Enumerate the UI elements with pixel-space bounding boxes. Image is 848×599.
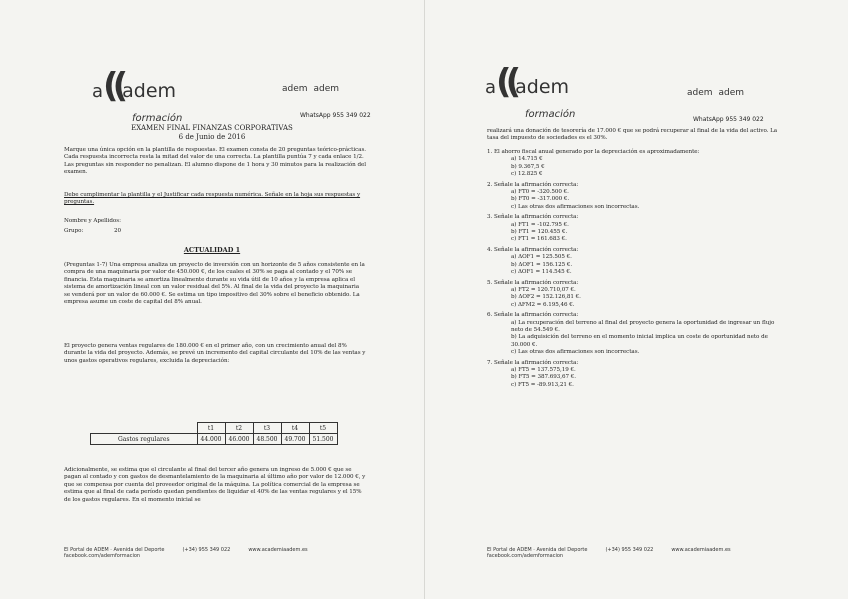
answer-option: c) Las otras dos afirmaciones son incorrectas. bbox=[511, 349, 640, 356]
answer-option: b) 9.367,5 € bbox=[511, 163, 545, 170]
footer-phone: (+34) 955 349 022 bbox=[182, 547, 231, 553]
answer-option: b) ΔOF2 = 152.126,81 €. bbox=[511, 294, 581, 301]
table-cell: 51.500 bbox=[309, 434, 337, 445]
answer-option: b) La adquisición del terreno en el momento inicial implica un coste de oportunidad neto de 30.000 €. bbox=[511, 334, 768, 348]
answer-option: a) FT2 = 120.710,07 €. bbox=[511, 286, 576, 293]
answer-option: b) FT0 = -317.000 €. bbox=[511, 196, 570, 203]
answer-option: c) FT5 = -89.913,21 €. bbox=[511, 381, 574, 388]
question: 6. Señale la afirmación correcta: a) La recuperación del terreno al final del proyecto genera la oportunidad de ingresar un flujo neto de 54.549 €. b) La adquisición del terreno en el momento inicial implica un coste de oportunidad neto de 30.000 €. c) Las otras dos afirmaciones son incorrectas. bbox=[487, 312, 787, 356]
small-logos-right bbox=[687, 88, 750, 98]
answer-option: c) Las otras dos afirmaciones son incorrectas. bbox=[511, 203, 640, 210]
footer-social: facebook.com/ademformacion bbox=[487, 553, 564, 559]
table-row bbox=[91, 434, 338, 445]
answer-option: c) 12.825 € bbox=[511, 171, 543, 178]
answer-option: c) ΔOF1 = 114.545 €. bbox=[511, 269, 572, 276]
question: 3. Señale la afirmación correcta: a) FT1 = -102.795 €. b) FT1 = 120.455 €. c) FT1 = 161.683 €. bbox=[487, 214, 787, 244]
adem-logo-right bbox=[485, 62, 575, 121]
question-list bbox=[487, 146, 787, 389]
answer-option: a) 14.715 € bbox=[511, 156, 543, 163]
footer-right bbox=[487, 547, 807, 559]
table-header-cell: t5 bbox=[309, 423, 337, 434]
question: 4. Señale la afirmación correcta: a) ΔOF1 = 125.505 €. b) ΔOF1 = 156.125 €. c) ΔOF1 = 114.545 €. bbox=[487, 247, 787, 277]
body-right-intro: realizará una donación de tesorería de 17.000 € que se podrá recuperar al final de la vida del activo. La tasa del impuesto de sociedades es el 30%. bbox=[487, 128, 778, 142]
adem-logo bbox=[92, 66, 182, 125]
whatsapp-left: WhatsApp 955 349 022 bbox=[300, 112, 371, 119]
small-logos bbox=[282, 84, 345, 94]
question: 1. El ahorro fiscal anual generado por la depreciación es aproximadamente: a) 14.715 € b) 9.367,5 € c) 12.825 € bbox=[487, 149, 787, 179]
small-logo-2: adem bbox=[313, 84, 340, 94]
logo-name: adem bbox=[515, 76, 570, 98]
whatsapp-right: WhatsApp 955 349 022 bbox=[693, 116, 764, 123]
footer-address: El Portal de ADEM · Avenida del Deporte bbox=[64, 547, 165, 553]
section-title: ACTUALIDAD 1 bbox=[183, 246, 241, 254]
footer-web: www.academiaadem.es bbox=[671, 547, 731, 553]
answer-option: a) ΔOF1 = 125.505 €. bbox=[511, 254, 572, 261]
exam-date: 6 de Junio de 2016 bbox=[178, 133, 246, 141]
table-cell: 48.500 bbox=[253, 434, 281, 445]
exam-title: EXAMEN FINAL FINANZAS CORPORATIVAS bbox=[131, 124, 293, 132]
table-row-label: Gastos regulares bbox=[91, 434, 198, 445]
logo-sub: formación bbox=[132, 113, 183, 124]
gastos-table bbox=[90, 422, 338, 445]
answer-option: a) FT5 = 137.575,19 €. bbox=[511, 366, 576, 373]
table-cell: 46.000 bbox=[225, 434, 253, 445]
answer-option: b) ΔOF1 = 156.125 €. bbox=[511, 261, 573, 268]
body-2: El proyecto genera ventas regulares de 180.000 € en el primer año, con un crecimiento anual del 8% durante la vida del proyecto. Además, se prevé un incremento del capital circulante del 10% de las ventas y unos gastos operativos regulares, excluida la depreciación: bbox=[64, 343, 366, 364]
footer-address: El Portal de ADEM · Avenida del Deporte bbox=[487, 547, 588, 553]
answer-option: a) FT1 = -102.795 €. bbox=[511, 221, 569, 228]
question: 7. Señale la afirmación correcta: a) FT5 = 137.575,19 €. b) FT5 = 387.693,67 €. c) FT5 = -89.913,21 €. bbox=[487, 360, 787, 390]
table-cell: 49.700 bbox=[281, 434, 309, 445]
logo-letter: a bbox=[92, 81, 104, 102]
instructions-2: Debe cumplimentar la plantilla y el Justificar cada respuesta numérica. Señale en la hoja sus respuestas y preguntas. bbox=[64, 192, 361, 206]
logo-name: adem bbox=[122, 80, 177, 102]
logo-c-icon: (( bbox=[103, 66, 123, 106]
answer-option: a) FT0 = -320.500 €. bbox=[511, 189, 569, 196]
body-3: Adicionalmente, se estima que el circulante al final del tercer año genera un ingreso de 5.000 € que se pagan al contado y con gastos de desmantelamiento de la maquinaria al último año por valor de 12.000 €, y que se compensa por cuenta del proveedor original de la máquina. La política comercial de la empresa se estima que al final de cada período quedan pendientes de liquidar el 40% de las ventas regulares y el 15% de los gastos regulares. En el momento inicial se bbox=[64, 467, 366, 503]
answer-option: c) FT1 = 161.683 €. bbox=[511, 236, 567, 243]
body-1: (Preguntas 1-7) Una empresa analiza un proyecto de inversión con un horizonte de 5 años consistente en la compra de una maquinaria por valor de 450.000 €, de los cuales el 30% se paga al contado y el 70% se financia. Esta maquinaria se amortiza linealmente durante su vida útil de 10 años y la empresa aplica el sistema de amortización lineal con un valor residual del 5%. Al final de la vida del proyecto la maquinaria se venderá por un valor de 60.000 €. Se estima un tipo impositivo del 30% sobre el beneficio obtenido. La empresa asume un coste de capital del 8% anual. bbox=[64, 262, 365, 306]
footer-web: www.academiaadem.es bbox=[248, 547, 308, 553]
table-header-cell: t1 bbox=[197, 423, 225, 434]
small-logo-1: adem bbox=[282, 84, 308, 94]
footer-left bbox=[64, 547, 384, 559]
group-value: 20 bbox=[114, 228, 122, 234]
exam-page-right bbox=[424, 0, 848, 599]
question: 5. Señale la afirmación correcta: a) FT2 = 120.710,07 €. b) ΔOF2 = 152.126,81 €. c) ΔFM2 = 6.195,46 €. bbox=[487, 280, 787, 310]
footer-social: facebook.com/ademformacion bbox=[64, 553, 141, 559]
answer-option: c) ΔFM2 = 6.195,46 €. bbox=[511, 301, 575, 308]
logo-c-icon: (( bbox=[496, 62, 516, 102]
instructions: Marque una única opción en la plantilla de respuestas. El examen consta de 20 preguntas teórico-prácticas. Cada respuesta incorrecta resta la mitad del valor de una correcta. La plantilla puntúa 7 y cada enlace 1/2. Las preguntas sin responder no penalizan. El alumno dispone de 1 hora y 30 minutos para la realización del examen. bbox=[64, 147, 366, 176]
table-header-cell: t2 bbox=[225, 423, 253, 434]
answer-option: b) FT5 = 387.693,67 €. bbox=[511, 374, 576, 381]
answer-option: a) La recuperación del terreno al final del proyecto genera la oportunidad de ingresar un flujo neto de 54.549 €. bbox=[511, 319, 775, 333]
footer-phone: (+34) 955 349 022 bbox=[605, 547, 654, 553]
logo-letter: a bbox=[485, 77, 497, 98]
table-cell: 44.000 bbox=[197, 434, 225, 445]
name-label: Nombre y Apellidos: bbox=[64, 218, 121, 224]
logo-sub: formación bbox=[525, 109, 576, 120]
group-label: Grupo: bbox=[64, 228, 84, 234]
small-logo-1: adem bbox=[687, 88, 713, 98]
table-header-cell: t4 bbox=[281, 423, 309, 434]
answer-option: b) FT1 = 120.455 €. bbox=[511, 229, 568, 236]
table-header-cell: t3 bbox=[253, 423, 281, 434]
small-logo-2: adem bbox=[718, 88, 745, 98]
question: 2. Señale la afirmación correcta: a) FT0 = -320.500 €. b) FT0 = -317.000 €. c) Las otras dos afirmaciones son incorrectas. bbox=[487, 182, 787, 212]
table-header-row bbox=[91, 423, 338, 434]
